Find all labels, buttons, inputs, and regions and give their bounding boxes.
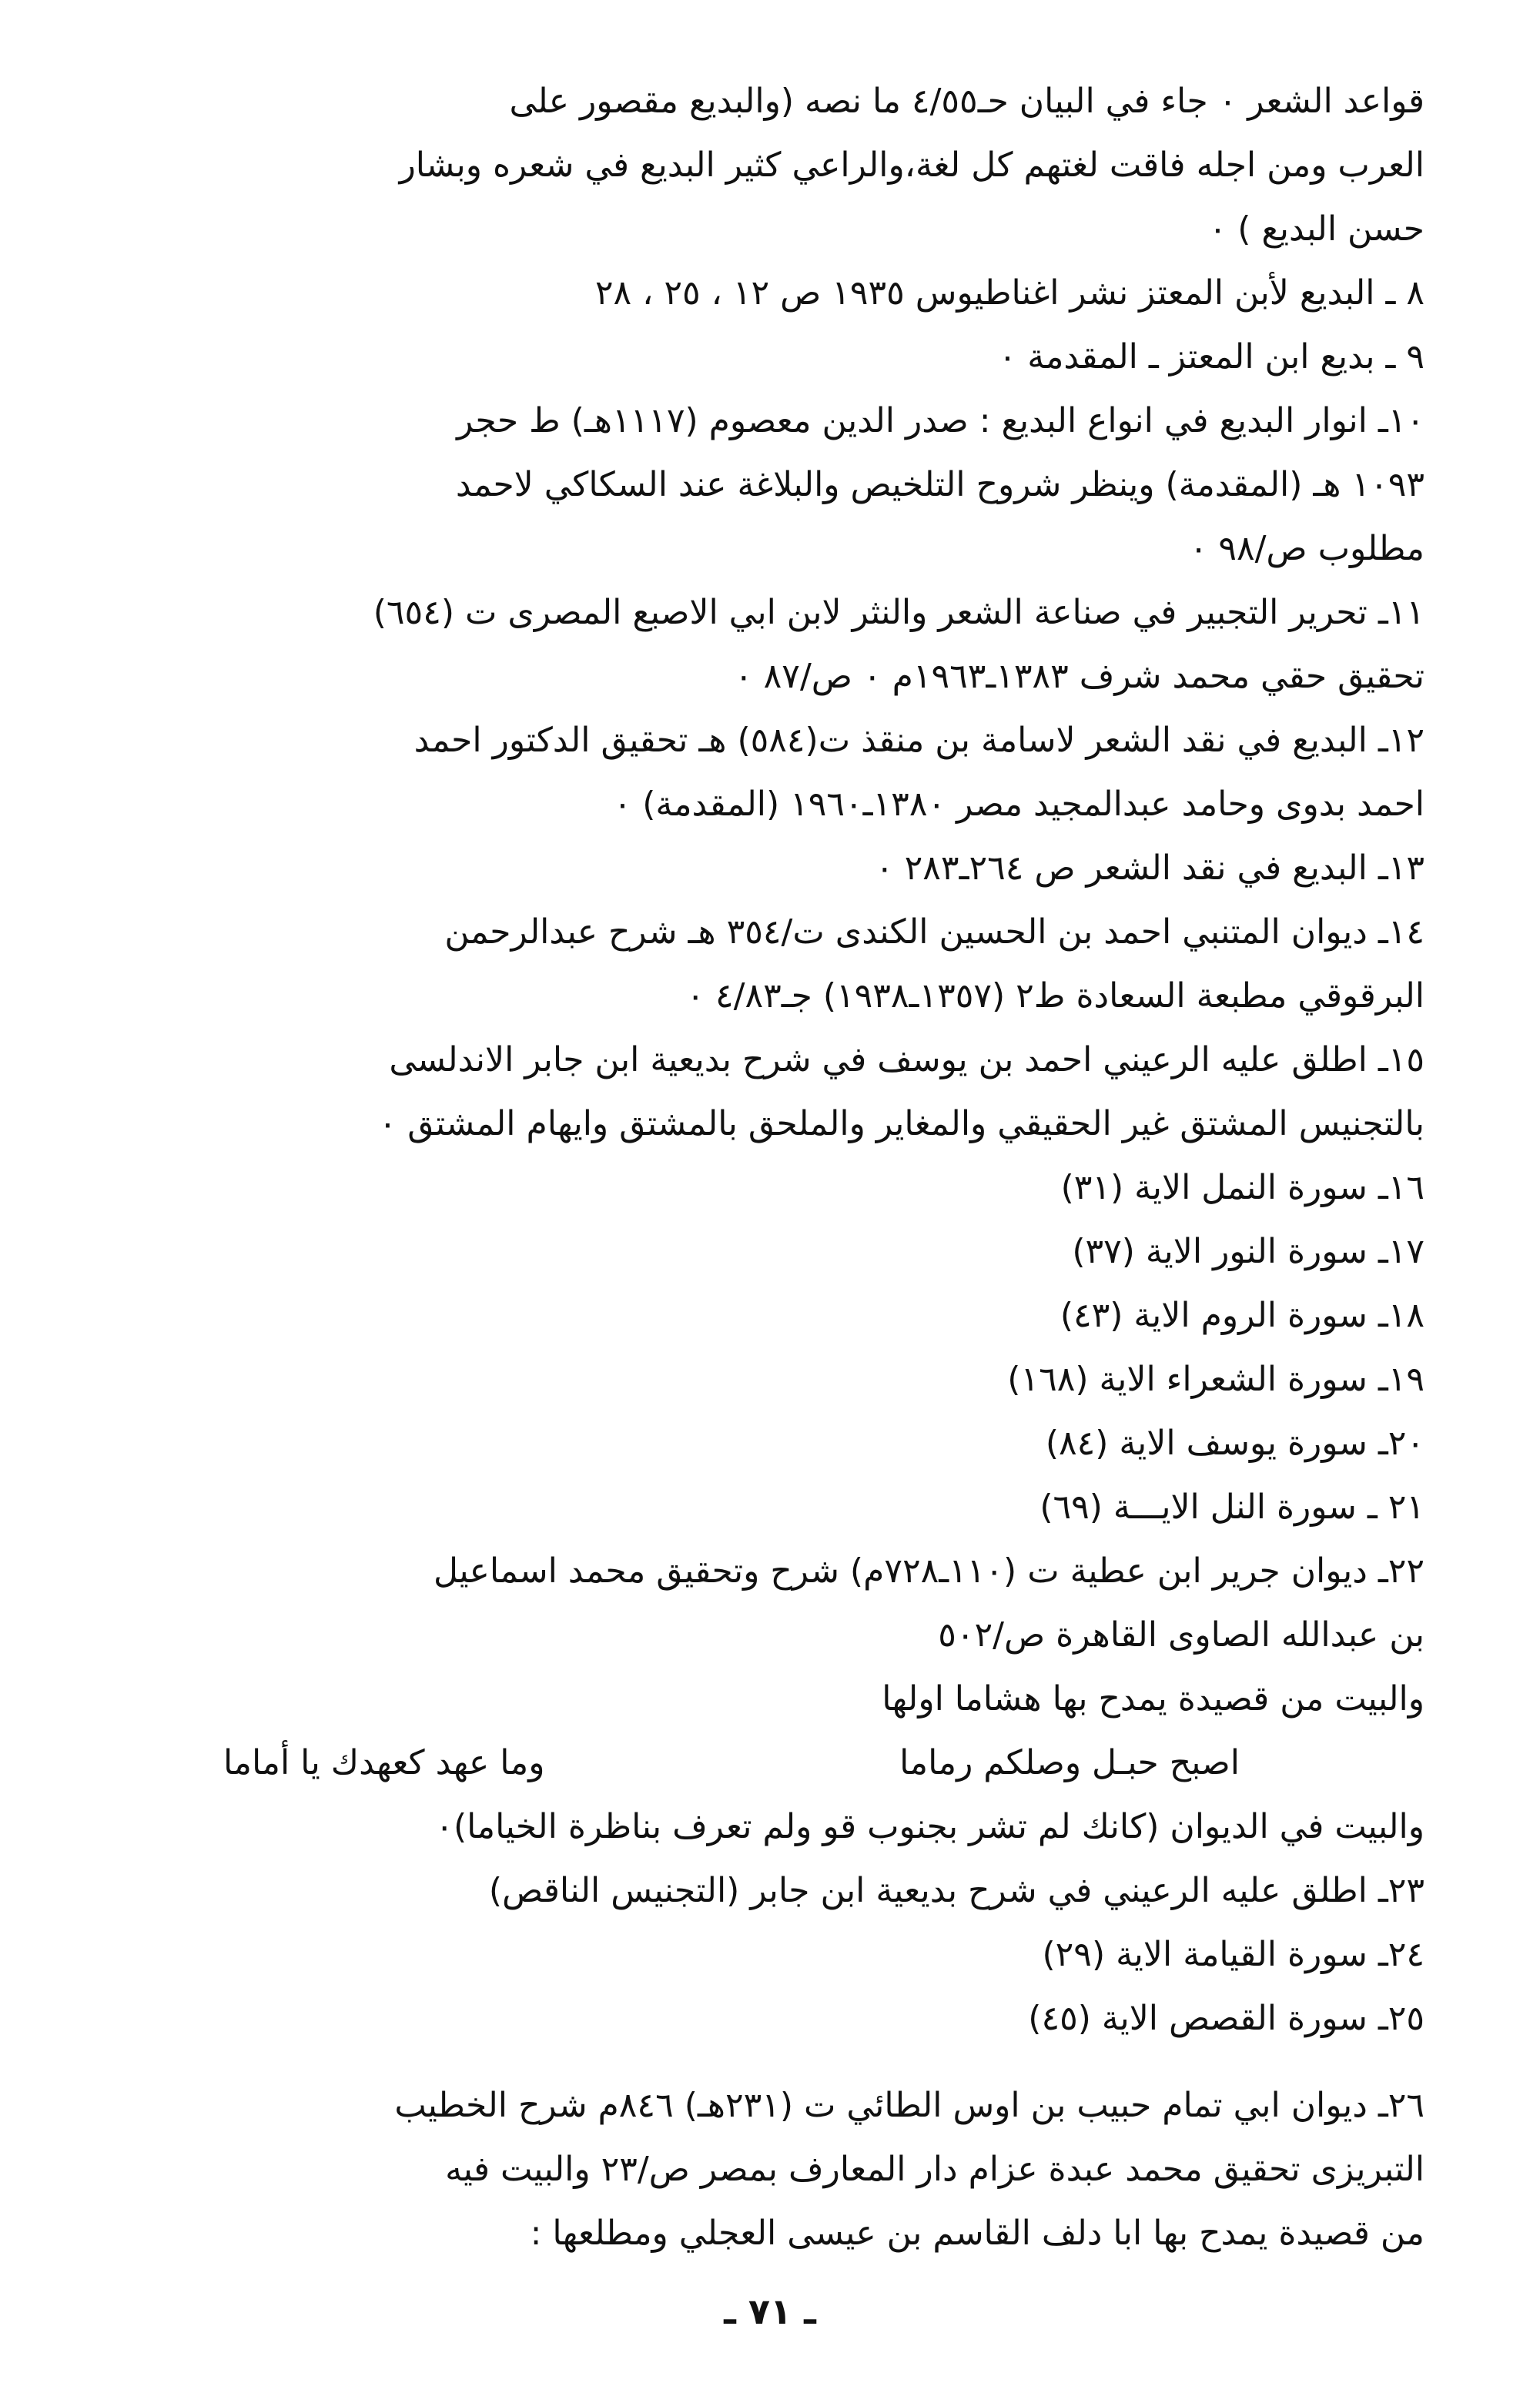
footnote-line: والبيت من قصيدة يمدح بها هشاما اولها	[882, 1679, 1424, 1719]
footnote-line: احمد بدوى وحامد عبدالمجيد مصر ١٣٨٠ـ١٩٦٠ (المقدمة) ٠	[613, 785, 1424, 824]
footnote-8: ٨ ـ البديع لأبن المعتز نشر اغناطيوس ١٩٣٥ ص ١٢ ، ٢٥ ، ٢٨	[594, 273, 1424, 313]
footnote-line: مطلوب ص/٩٨ ٠	[1189, 529, 1424, 568]
footnote-line: والبيت في الديوان (كانك لم تشر بجنوب قو ولم تعرف بناظرة الخياما)٠	[435, 1807, 1424, 1846]
footnote-line: التبريزى تحقيق محمد عبدة عزام دار المعارف بمصر ص/٢٣ والبيت فيه	[445, 2150, 1424, 2189]
footnote-line: ١٠٩٣ هـ (المقدمة) وينظر شروح التلخيص والبلاغة عند السكاكي لاحمد	[455, 465, 1424, 504]
page-number: ـ ٧١ ـ	[724, 2291, 816, 2332]
footnote-14: ١٤ـ ديوان المتنبي احمد بن الحسين الكندى ت/٣٥٤ هـ شرح عبدالرحمن	[444, 912, 1424, 952]
footnote-9: ٩ ـ بديع ابن المعتز ـ المقدمة ٠	[998, 337, 1424, 377]
footnote-22: ٢٢ـ ديوان جرير ابن عطية ت (١١٠ـ٧٢٨م) شرح وتحقيق محمد اسماعيل	[434, 1551, 1424, 1591]
footnote-line: من قصيدة يمدح بها ابا دلف القاسم بن عيسى العجلي ومطلعها :	[530, 2214, 1424, 2253]
footnote-line: بالتجنيس المشتق غير الحقيقي والمغاير والملحق بالمشتق وايهام المشتق ٠	[378, 1104, 1424, 1143]
spacer	[100, 2050, 1424, 2073]
footnote-12: ١٢ـ البديع في نقد الشعر لاسامة بن منقذ ت(٥٨٤) هـ تحقيق الدكتور احمد	[413, 721, 1424, 760]
verse-second-hemistich: وما عهد كعهدك يا أماما	[223, 1743, 545, 1782]
footnote-11: ١١ـ تحرير التجبير في صناعة الشعر والنثر لابن ابي الاصبع المصرى ت (٦٥٤)	[373, 593, 1424, 632]
verse	[100, 1731, 1424, 1795]
footnote-line: حسن البديع ) ٠	[1208, 209, 1424, 249]
footnote-17: ١٧ـ سورة النور الاية (٣٧)	[1072, 1232, 1424, 1271]
verse-first-hemistich: اصبح حبـل وصلكم رماما	[899, 1743, 1240, 1782]
footnote-19: ١٩ـ سورة الشعراء الاية (١٦٨)	[1007, 1360, 1424, 1399]
footnote-line: بن عبدالله الصاوى القاهرة ص/٥٠٢	[938, 1615, 1424, 1655]
footnote-23: ٢٣ـ اطلق عليه الرعيني في شرح بديعية ابن جابر (التجنيس الناقص)	[488, 1871, 1424, 1910]
footnote-10: ١٠ـ انوار البديع في انواع البديع : صدر الدين معصوم (١١١٧هـ) ط حجر	[457, 401, 1424, 440]
footnote-20: ٢٠ـ سورة يوسف الاية (٨٤)	[1045, 1424, 1424, 1463]
footnote-16: ١٦ـ سورة النمل الاية (٣١)	[1060, 1168, 1424, 1207]
footnote-line: العرب ومن اجله فاقت لغتهم كل لغة،والراعي كثير البديع في شعره وبشار	[399, 146, 1424, 185]
footnote-13: ١٣ـ البديع في نقد الشعر ص ٢٦٤ـ٢٨٣ ٠	[875, 848, 1424, 888]
footnote-26: ٢٦ـ ديوان ابي تمام حبيب بن اوس الطائي ت (٢٣١هـ) ٨٤٦م شرح الخطيب	[394, 2086, 1424, 2125]
footnote-24: ٢٤ـ سورة القيامة الاية (٢٩)	[1042, 1935, 1424, 1974]
footnote-15: ١٥ـ اطلق عليه الرعيني احمد بن يوسف في شرح بديعية ابن جابر الاندلسى	[389, 1040, 1424, 1079]
footnote-line: البرقوقي مطبعة السعادة ط٢ (١٣٥٧ـ١٩٣٨) جـ٤/٨٣ ٠	[686, 976, 1424, 1016]
footnote-line: تحقيق حقي محمد شرف ١٣٨٣ـ١٩٦٣م ٠ ص/٨٧ ٠	[735, 657, 1424, 696]
footnote-line: قواعد الشعر ٠ جاء في البيان حـ٤/٥٥ ما نصه (والبديع مقصور على	[509, 82, 1424, 121]
footnote-21: ٢١ ـ سورة النل الايـــة (٦٩)	[1040, 1488, 1424, 1527]
footnotes-page	[100, 69, 1424, 2265]
footnote-18: ١٨ـ سورة الروم الاية (٤٣)	[1060, 1296, 1424, 1335]
footnote-25: ٢٥ـ سورة القصص الاية (٤٥)	[1028, 1999, 1424, 2038]
